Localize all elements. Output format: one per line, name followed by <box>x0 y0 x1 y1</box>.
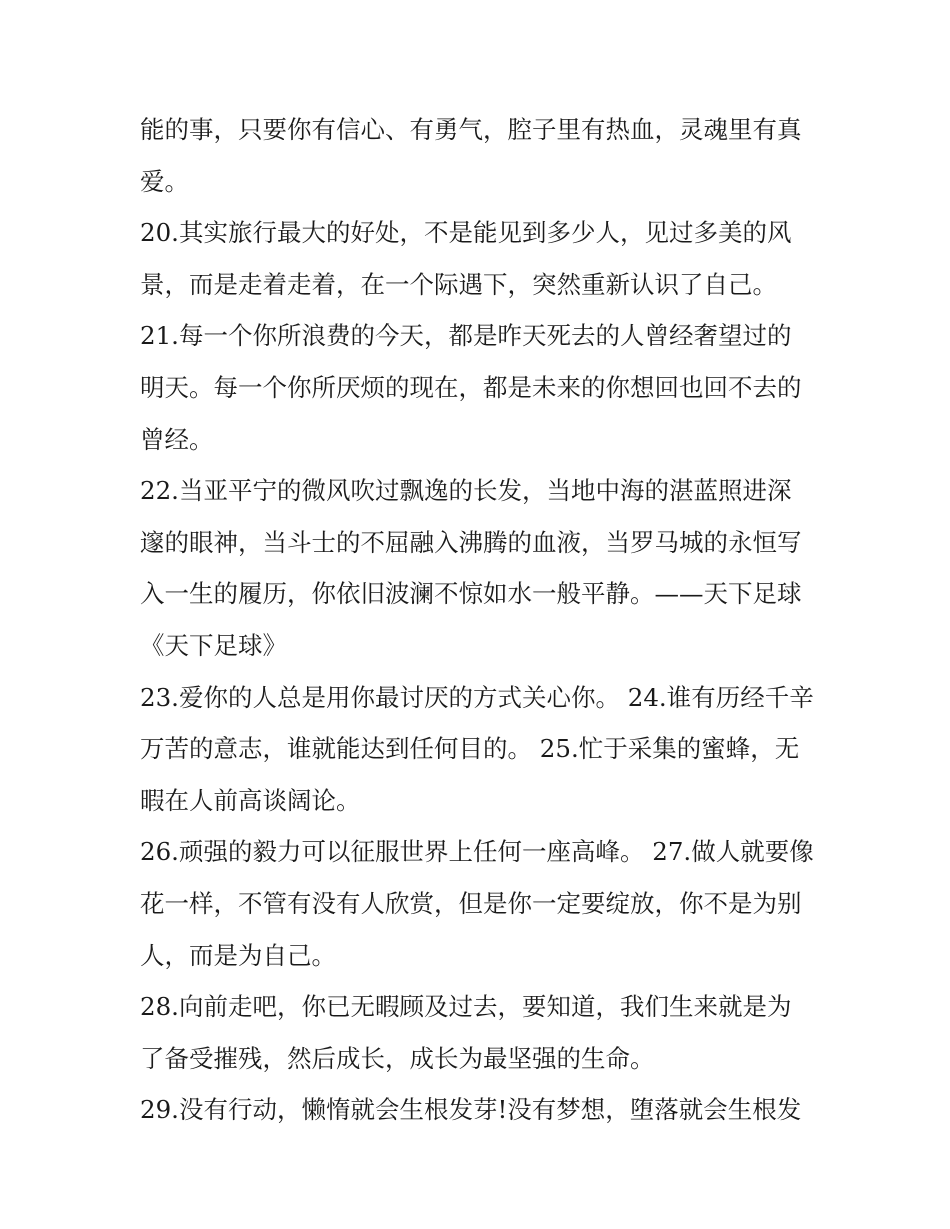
text-line: 花一样，不管有没有人欣赏，但是你一定要绽放，你不是为别 <box>140 888 802 918</box>
text-line: 《天下足球》 <box>140 630 287 660</box>
body-text <box>140 104 820 1136</box>
text-line: 20.其实旅行最大的好处，不是能见到多少人，见过多美的风 <box>140 218 792 248</box>
text-line: 了备受摧残，然后成长，成长为最坚强的生命。 <box>140 1043 655 1073</box>
text-line: 28.向前走吧，你已无暇顾及过去，要知道，我们生来就是为 <box>140 992 792 1022</box>
text-line: 22.当亚平宁的微风吹过飘逸的长发，当地中海的湛蓝照进深 <box>140 476 792 506</box>
text-line: 景，而是走着走着，在一个际遇下，突然重新认识了自己。 <box>140 269 777 299</box>
text-line: 23.爱你的人总是用你最讨厌的方式关心你。 24.谁有历经千辛 <box>140 682 814 712</box>
text-line: 入一生的履历，你依旧波澜不惊如水一般平静。——天下足球 <box>140 579 802 609</box>
text-line: 21.每一个你所浪费的今天，都是昨天死去的人曾经奢望过的 <box>140 321 792 351</box>
text-line: 26.顽强的毅力可以征服世界上任何一座高峰。 27.做人就要像 <box>140 837 814 867</box>
text-line: 人，而是为自己。 <box>140 940 336 970</box>
text-line: 明天。每一个你所厌烦的现在，都是未来的你想回也回不去的 <box>140 372 802 402</box>
text-line: 能的事，只要你有信心、有勇气，腔子里有热血，灵魂里有真 <box>140 115 802 144</box>
text-line: 爱。 <box>140 166 189 196</box>
text-line: 万苦的意志，谁就能达到任何目的。 25.忙于采集的蜜蜂，无 <box>140 734 800 764</box>
text-line: 29.没有行动，懒惰就会生根发芽!没有梦想，堕落就会生根发 <box>140 1095 802 1125</box>
text-line: 曾经。 <box>140 424 214 454</box>
text-line: 邃的眼神，当斗士的不屈融入沸腾的血液，当罗马城的永恒写 <box>140 527 802 557</box>
text-line: 暇在人前高谈阔论。 <box>140 785 361 815</box>
